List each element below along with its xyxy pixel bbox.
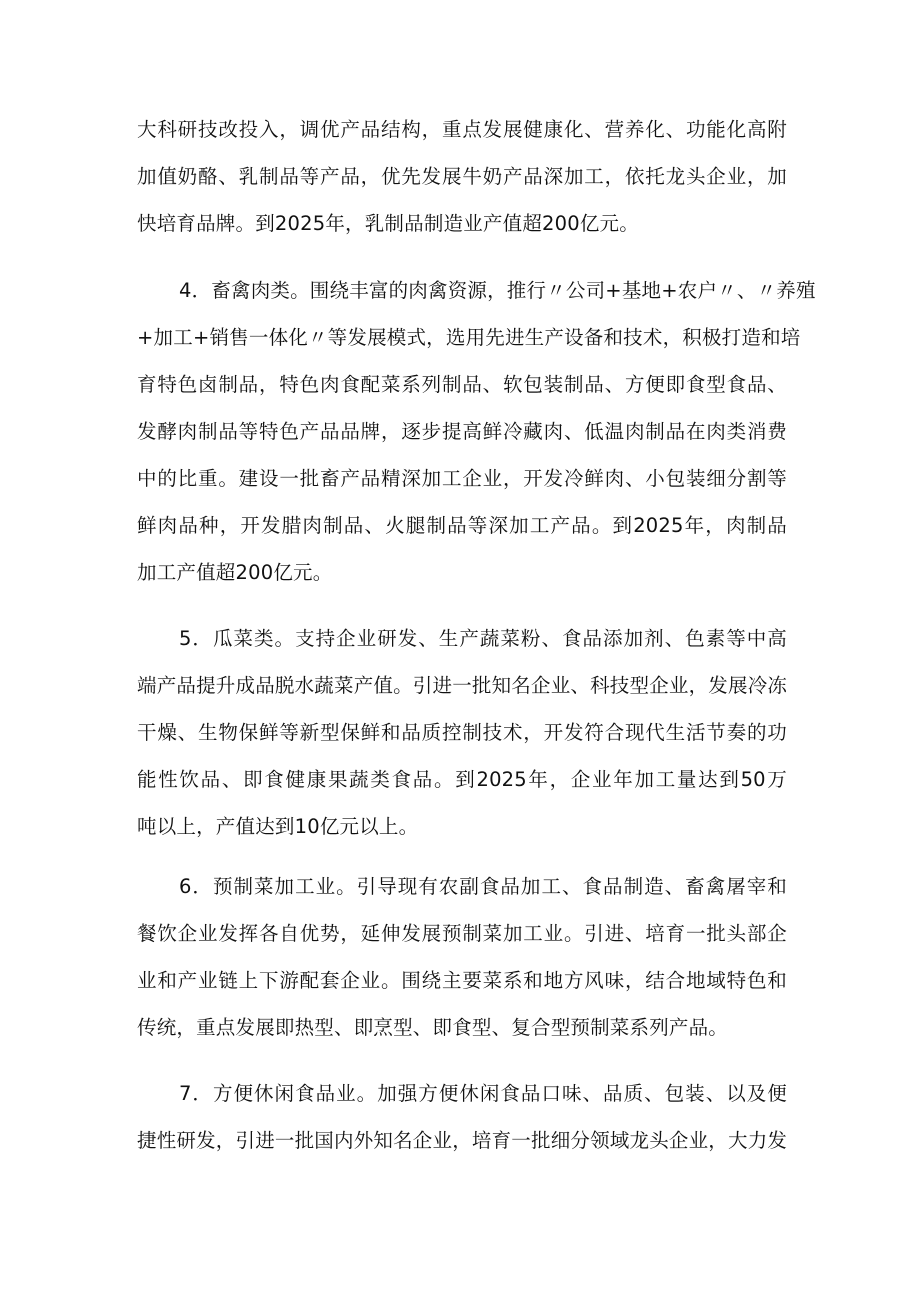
text-line: 加值奶酪、乳制品等产品，优先发展牛奶产品深加工，依托龙头企业，加 <box>137 165 787 188</box>
text-line: 4．畜禽肉类。围绕丰富的肉禽资源，推行〃公司+基地+农户〃、〃养殖 <box>179 279 816 302</box>
text-line: 吨以上，产值达到10亿元以上。 <box>137 815 419 838</box>
paragraph-vegetables <box>137 615 787 850</box>
text-line: 快培育品牌。到2025年，乳制品制造业产值超200亿元。 <box>137 212 639 235</box>
text-line: 大科研技改投入，调优产品结构，重点发展健康化、营养化、功能化高附 <box>137 118 787 141</box>
text-line: 干燥、生物保鲜等新型保鲜和品质控制技术，开发符合现代生活节奏的功 <box>137 721 787 744</box>
text-line: 能性饮品、即食健康果蔬类食品。到2025年，企业年加工量达到50万 <box>137 768 787 791</box>
text-line: 育特色卤制品，特色肉食配菜系列制品、软包装制品、方便即食型食品、 <box>137 373 787 396</box>
text-line: 7．方便休闲食品业。加强方便休闲食品口味、品质、包装、以及便 <box>179 1082 787 1105</box>
text-line: +加工+销售一体化〃等发展模式，选用先进生产设备和技术，积极打造和培 <box>137 326 801 349</box>
text-line: 传统，重点发展即热型、即烹型、即食型、复合型预制菜系列产品。 <box>137 1016 729 1039</box>
text-line: 加工产值超200亿元。 <box>137 561 333 584</box>
text-line: 端产品提升成品脱水蔬菜产值。引进一批知名企业、科技型企业，发展冷冻 <box>137 674 788 697</box>
paragraph-livestock-meat <box>137 267 816 596</box>
text-line: 业和产业链上下游配套企业。围绕主要菜系和地方风味，结合地域特色和 <box>137 969 787 992</box>
text-line: 5．瓜菜类。支持企业研发、生产蔬菜粉、食品添加剂、色素等中高 <box>179 627 787 650</box>
text-line: 捷性研发，引进一批国内外知名企业，培育一批细分领域龙头企业，大力发 <box>137 1129 788 1152</box>
text-line: 6．预制菜加工业。引导现有农副食品加工、食品制造、畜禽屠宰和 <box>179 875 787 898</box>
text-line: 中的比重。建设一批畜产品精深加工企业，开发冷鲜肉、小包装细分割等 <box>137 467 787 490</box>
text-line: 餐饮企业发挥各自优势，延伸发展预制菜加工业。引进、培育一批头部企 <box>137 922 787 945</box>
paragraph-convenience-food <box>137 1070 787 1164</box>
text-line: 鲜肉品种，开发腊肉制品、火腿制品等深加工产品。到2025年，肉制品 <box>137 514 787 537</box>
paragraph-prepared-dishes <box>137 863 787 1051</box>
text-line: 发酵肉制品等特色产品品牌，逐步提高鲜冷藏肉、低温肉制品在肉类消费 <box>137 420 787 443</box>
paragraph-dairy-continuation <box>137 106 787 247</box>
